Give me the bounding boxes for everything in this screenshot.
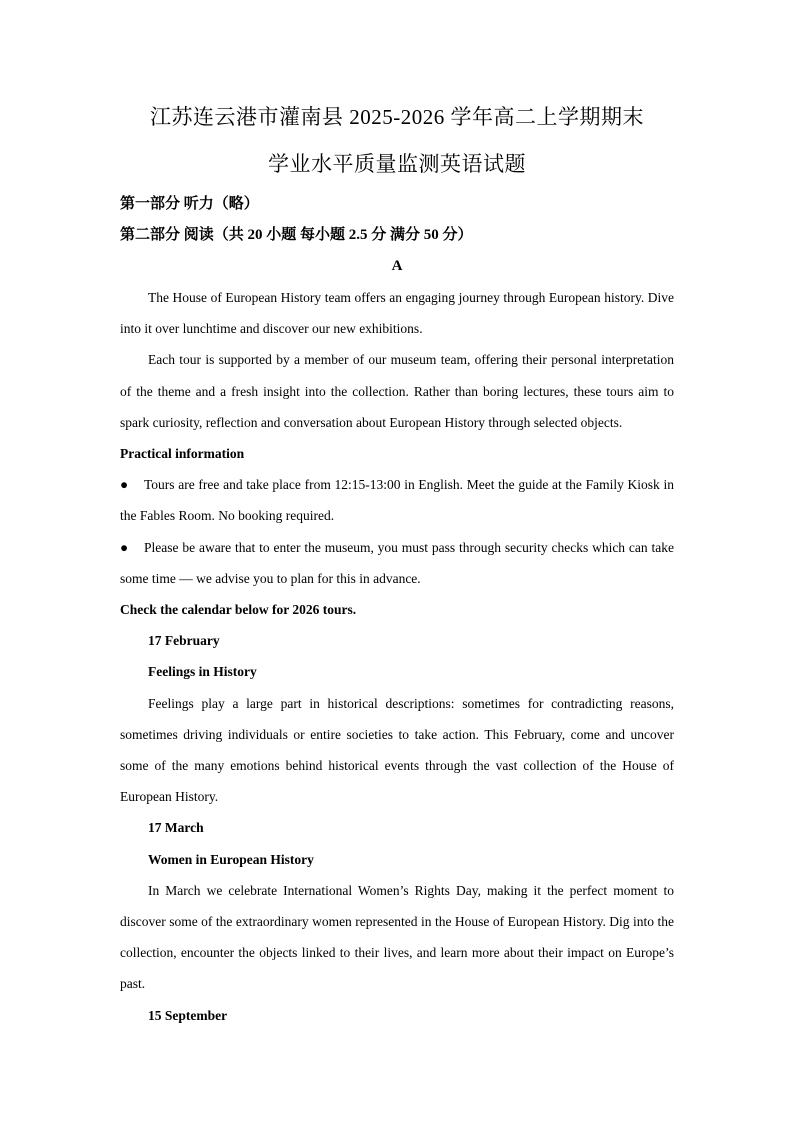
exam-page	[120, 100, 674, 1031]
bullet-item-2	[120, 532, 674, 594]
event-title: Women in European History	[148, 851, 314, 867]
bullet-text-2: Please be aware that to enter the museum, you must pass through security checks which can take some time — we advise you to plan for this in advance.	[120, 539, 674, 586]
bullet-text-1: Tours are free and take place from 12:15-13:00 in English. Meet the guide at the Family Kiosk in the Fables Room. No booking required.	[120, 477, 674, 524]
intro-paragraph-2: Each tour is supported by a member of our museum team, offering their personal interpretation of the theme and a fresh insight into the collection. Rather than boring lectures, these tours aim to spark curiosity, reflection and conversation about European History through selected objects.	[120, 352, 674, 430]
calendar-heading: Check the calendar below for 2026 tours.	[120, 602, 357, 618]
bullet-dot-icon: ●	[120, 477, 129, 493]
part-one-heading: 第一部分 听力（略）	[120, 196, 259, 212]
bullet-item-1	[120, 469, 674, 531]
event-description: In March we celebrate International Women’s Rights Day, making it the perfect moment to discover some of the extraordinary women represented in the House of European History. Dig into the collection, encounter the objects linked to their lives, and learn more about their impact on Europe’s past.	[120, 882, 674, 992]
passage-letter: A	[391, 258, 403, 274]
exam-title-line2: 学业水平质量监测英语试题	[268, 152, 526, 176]
exam-title-line1: 江苏连云港市灌南县 2025-2026 学年高二上学期期末	[150, 105, 644, 129]
event-title: Feelings in History	[148, 664, 257, 680]
intro-paragraph-1: The House of European History team offers an engaging journey through European history. Dive into it over lunchtime and discover our new exhibitions.	[120, 290, 674, 337]
event-description: Feelings play a large part in historical descriptions: sometimes for contradicting reasons, sometimes driving individuals or entire societies to take action. This February, come and uncover some of the many emotions behind historical events through the vast collection of the House of European History.	[120, 695, 674, 805]
event-date: 15 September	[148, 1007, 228, 1023]
practical-info-heading: Practical information	[120, 446, 245, 462]
event-date: 17 March	[148, 820, 204, 836]
part-two-heading: 第二部分 阅读（共 20 小题 每小题 2.5 分 满分 50 分）	[120, 227, 473, 243]
bullet-dot-icon: ●	[120, 539, 129, 555]
event-date: 17 February	[148, 633, 220, 649]
